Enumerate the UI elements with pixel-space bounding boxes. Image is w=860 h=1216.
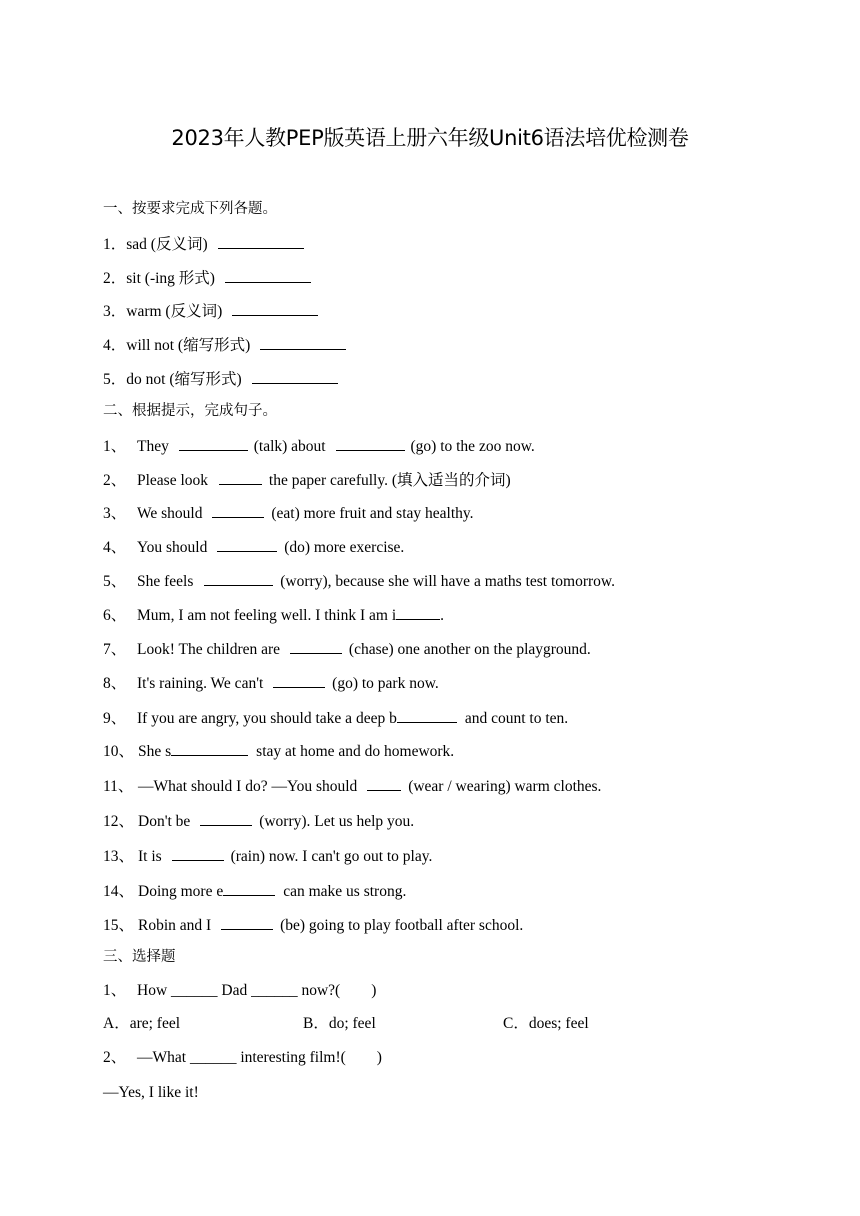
answer-blank[interactable] xyxy=(179,435,248,451)
answer-blank[interactable] xyxy=(219,469,262,485)
item-text: It is xyxy=(138,848,162,865)
item-text: Mum, I am not feeling well. I think I am i xyxy=(137,607,397,624)
question-stem: —What ______ interesting film!( ) xyxy=(137,1049,382,1066)
s2-item-10 xyxy=(103,740,454,762)
s1-item-4 xyxy=(103,334,346,356)
s2-item-12 xyxy=(103,810,414,832)
item-number: 11、 xyxy=(103,778,134,795)
option-b[interactable]: B．do; feel xyxy=(303,1015,376,1032)
s3-question-1 xyxy=(103,981,376,1001)
answer-blank[interactable] xyxy=(225,267,311,283)
item-number: 5． xyxy=(103,371,127,388)
item-text: (rain) now. I can't go out to play. xyxy=(230,848,433,865)
item-number: 3． xyxy=(103,303,127,320)
answer-blank[interactable] xyxy=(218,233,304,249)
s2-item-1 xyxy=(103,435,535,457)
section-2-heading: 二、根据提示，完成句子。 xyxy=(103,403,277,419)
s2-item-11 xyxy=(103,775,601,797)
item-text: Please look xyxy=(137,472,209,489)
s1-item-2 xyxy=(103,267,311,289)
answer-blank[interactable] xyxy=(212,502,264,518)
s2-item-14 xyxy=(103,880,406,902)
item-text: They xyxy=(137,438,169,455)
item-text: (wear / wearing) warm clothes. xyxy=(408,778,602,795)
answer-blank[interactable] xyxy=(252,368,338,384)
answer-blank[interactable] xyxy=(396,604,440,620)
item-number: 9、 xyxy=(103,710,127,727)
answer-blank[interactable] xyxy=(223,880,275,896)
item-number: 10、 xyxy=(103,743,135,760)
answer-blank[interactable] xyxy=(221,914,273,930)
question-stem: How ______ Dad ______ now?( ) xyxy=(137,982,377,999)
item-number: 2、 xyxy=(103,472,127,489)
item-number: 1、 xyxy=(103,438,127,455)
answer-blank[interactable] xyxy=(204,570,273,586)
s2-item-4 xyxy=(103,536,404,558)
s2-item-15 xyxy=(103,914,523,936)
answer-blank[interactable] xyxy=(290,638,342,654)
item-text: the paper carefully. (填入适当的介词) xyxy=(268,472,511,489)
section-1-heading: 一、按要求完成下列各题。 xyxy=(103,201,277,217)
item-number: 5、 xyxy=(103,573,127,590)
item-text: and count to ten. xyxy=(464,710,569,727)
option-c[interactable]: C．does; feel xyxy=(503,1015,589,1032)
item-number: 12、 xyxy=(103,813,135,830)
item-text: She feels xyxy=(137,573,194,590)
answer-blank[interactable] xyxy=(217,536,277,552)
item-text: She s xyxy=(138,743,172,760)
item-number: 4． xyxy=(103,337,127,354)
item-number: 1． xyxy=(103,236,127,253)
answer-blank[interactable] xyxy=(200,810,252,826)
item-text: Don't be xyxy=(138,813,191,830)
item-text: —What should I do? —You should xyxy=(138,778,358,795)
question-reply: —Yes, I like it! xyxy=(103,1084,199,1101)
item-number: 8、 xyxy=(103,675,127,692)
item-text: Robin and I xyxy=(138,917,212,934)
item-text: . xyxy=(440,607,445,624)
option-a[interactable]: A．are; feel xyxy=(103,1015,181,1032)
item-number: 4、 xyxy=(103,539,127,556)
section-3-heading: 三、选择题 xyxy=(103,949,176,965)
item-number: 2． xyxy=(103,270,127,287)
item-number: 3、 xyxy=(103,505,127,522)
item-number: 15、 xyxy=(103,917,135,934)
answer-blank[interactable] xyxy=(273,672,325,688)
page-title: 2023年人教PEP版英语上册六年级Unit6语法培优检测卷 xyxy=(171,126,689,150)
item-text: can make us strong. xyxy=(283,883,407,900)
s2-item-8 xyxy=(103,672,439,694)
answer-blank[interactable] xyxy=(232,300,318,316)
item-text: (be) going to play football after school. xyxy=(280,917,524,934)
item-prompt: warm (反义词) xyxy=(126,303,223,320)
item-number: 2、 xyxy=(103,1049,127,1066)
s2-item-7 xyxy=(103,638,591,660)
item-number: 6、 xyxy=(103,607,127,624)
answer-blank[interactable] xyxy=(260,334,346,350)
item-text: It's raining. We can't xyxy=(137,675,264,692)
answer-blank[interactable] xyxy=(397,707,457,723)
item-text: Look! The children are xyxy=(137,641,281,658)
item-text: You should xyxy=(137,539,208,556)
s1-item-1 xyxy=(103,233,304,255)
s1-item-5 xyxy=(103,368,338,390)
item-text: If you are angry, you should take a deep b xyxy=(137,710,397,727)
item-prompt: sit (-ing 形式) xyxy=(126,270,215,287)
s2-item-5 xyxy=(103,570,615,592)
item-text: stay at home and do homework. xyxy=(256,743,455,760)
item-number: 14、 xyxy=(103,883,135,900)
item-text: (go) to park now. xyxy=(332,675,439,692)
s2-item-9 xyxy=(103,707,568,729)
item-prompt: sad (反义词) xyxy=(126,236,208,253)
answer-blank[interactable] xyxy=(171,740,248,756)
item-text: (worry), because she will have a maths test tomorrow. xyxy=(280,573,615,590)
s2-item-2 xyxy=(103,469,511,491)
answer-blank[interactable] xyxy=(172,845,224,861)
s2-item-3 xyxy=(103,502,474,524)
item-text: We should xyxy=(137,505,203,522)
answer-blank[interactable] xyxy=(367,775,401,791)
item-text: (chase) one another on the playground. xyxy=(348,641,591,658)
item-text: (go) to the zoo now. xyxy=(410,438,535,455)
item-text: (do) more exercise. xyxy=(284,539,405,556)
s2-item-13 xyxy=(103,845,432,867)
item-number: 13、 xyxy=(103,848,135,865)
item-prompt: do not (缩写形式) xyxy=(126,371,242,388)
item-text: (worry). Let us help you. xyxy=(259,813,415,830)
s2-item-6 xyxy=(103,604,444,626)
s1-item-3 xyxy=(103,300,318,322)
item-prompt: will not (缩写形式) xyxy=(126,337,251,354)
item-text: (eat) more fruit and stay healthy. xyxy=(271,505,474,522)
item-number: 1、 xyxy=(103,982,127,999)
item-number: 7、 xyxy=(103,641,127,658)
answer-blank[interactable] xyxy=(336,435,405,451)
s3-question-2 xyxy=(103,1048,382,1068)
item-text: Doing more e xyxy=(138,883,224,900)
item-text: (talk) about xyxy=(253,438,326,455)
